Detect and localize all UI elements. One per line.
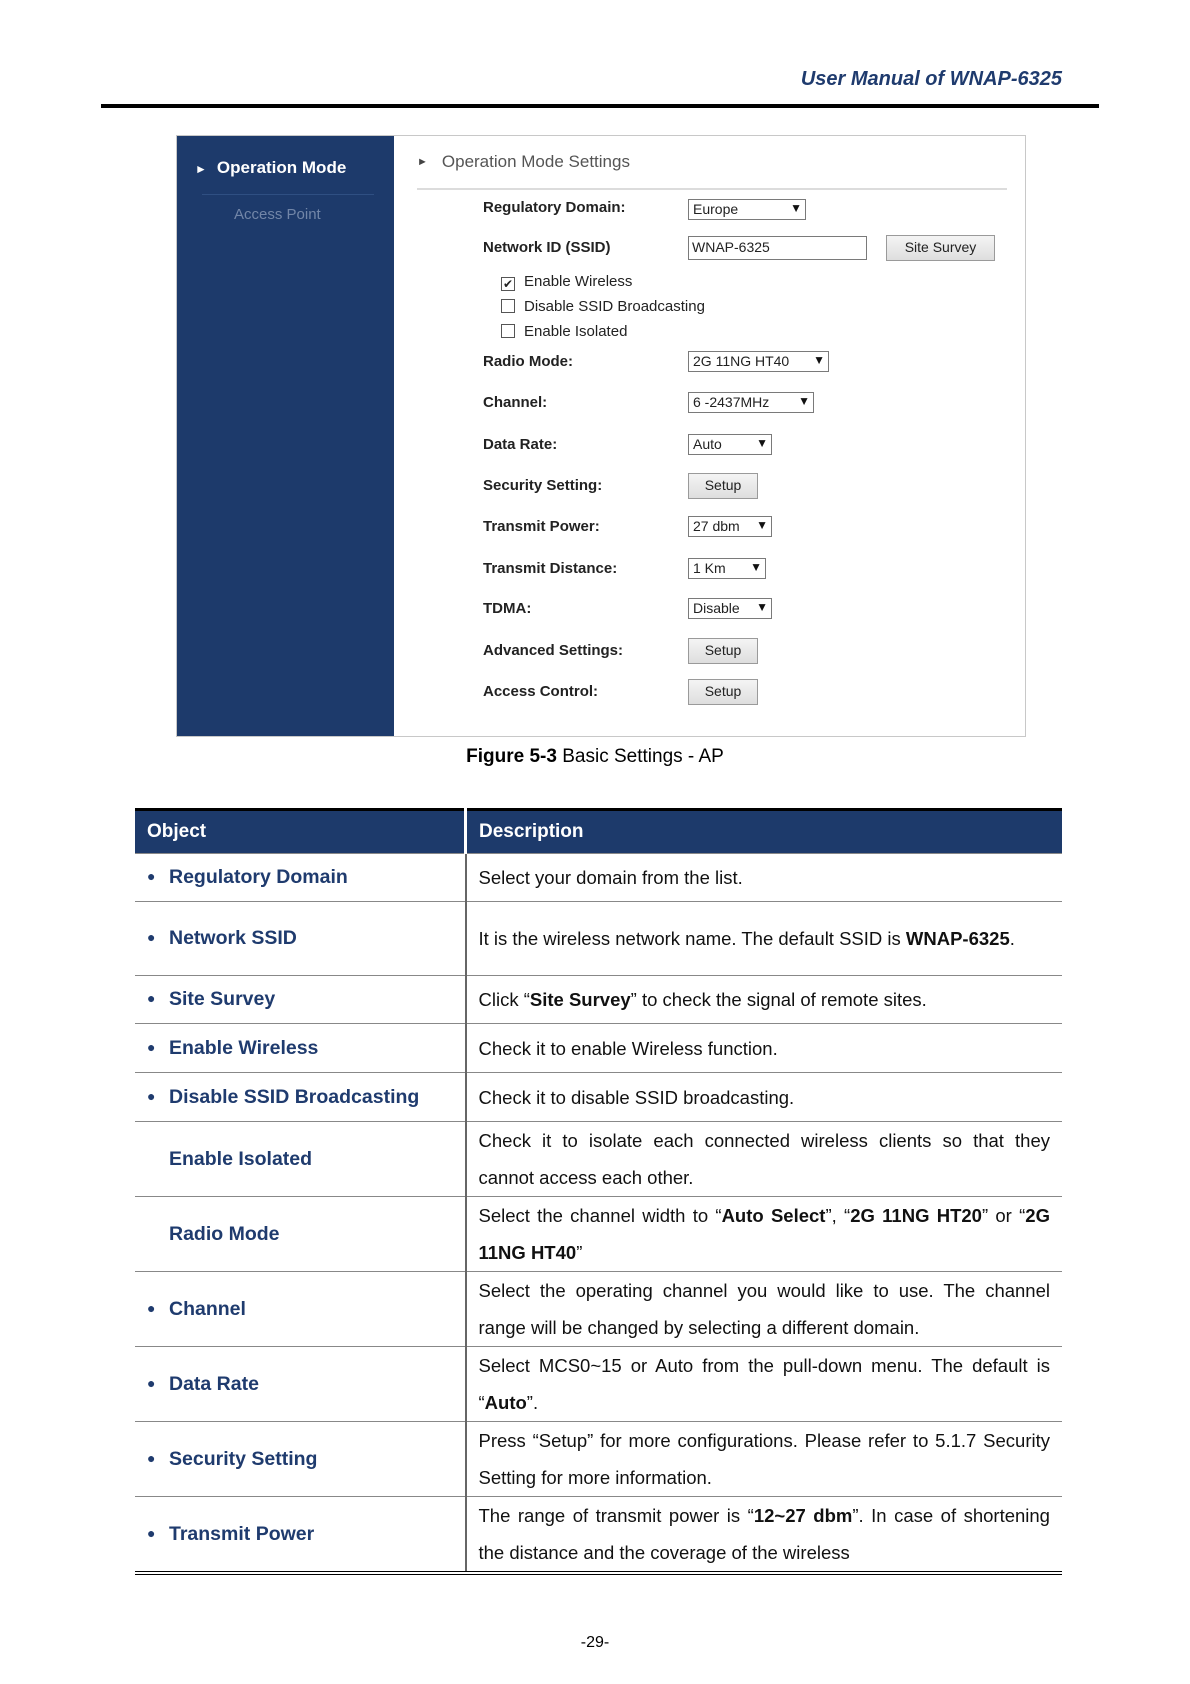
object-cell (135, 1073, 466, 1122)
checkmark-icon: ✔ (502, 277, 514, 291)
network-id-label: Network ID (SSID) (483, 239, 611, 256)
object-name: Security Setting (169, 1447, 318, 1470)
page-number: -29- (580, 1634, 610, 1651)
section-title-label: Operation Mode Settings (441, 152, 630, 171)
transmit-distance-select[interactable] (688, 558, 766, 579)
bullet-icon: ● (147, 1524, 156, 1541)
desc-bold: 12~27 dbm (753, 1505, 853, 1526)
caption-figure-number: Figure 5-3 (466, 746, 557, 767)
bullet-icon: ● (147, 1038, 156, 1055)
checkbox-empty-icon (501, 299, 515, 313)
data-rate-select[interactable] (688, 434, 772, 455)
transmit-distance-label: Transmit Distance: (483, 560, 618, 577)
object-name: Network SSID (169, 927, 297, 949)
object-name: Data Rate (169, 1372, 259, 1395)
table-row (135, 854, 1062, 902)
description-cell: Select your domain from the list. (466, 854, 1063, 902)
tdma-select[interactable] (688, 598, 772, 619)
settings-screenshot (176, 135, 1026, 737)
description-cell: Select the operating channel you would like to use. The channel range will be changed by selecting a different domain. (466, 1272, 1063, 1347)
regulatory-domain-select[interactable] (688, 199, 806, 220)
chevron-down-icon: ▼ (790, 201, 802, 215)
chevron-down-icon: ▼ (813, 353, 825, 367)
desc-bold: Auto Select (721, 1205, 826, 1226)
site-survey-button[interactable]: Site Survey (886, 235, 995, 261)
desc-text: ”. (526, 1392, 539, 1413)
desc-bold: 2G 11NG HT20 (850, 1205, 982, 1226)
description-cell: Check it to disable SSID broadcasting. (466, 1073, 1063, 1122)
description-cell (466, 902, 1063, 976)
enable-isolated-checkbox[interactable] (501, 323, 627, 340)
object-name: Transmit Power (169, 1522, 315, 1545)
arrow-right-icon: ► (195, 162, 207, 176)
chevron-down-icon: ▼ (756, 436, 768, 450)
enable-wireless-checkbox[interactable] (501, 273, 632, 291)
desc-text: The range of transmit power is “ (478, 1505, 754, 1526)
security-setup-button[interactable]: Setup (688, 473, 758, 499)
transmit-power-select[interactable] (688, 516, 772, 537)
object-name: Regulatory Domain (169, 866, 348, 888)
desc-text: ”. In case of shortening the distance and the coverage of the wireless (478, 1505, 1050, 1563)
channel-label: Channel: (483, 394, 548, 411)
disable-ssid-checkbox[interactable] (501, 298, 705, 315)
table-row (135, 902, 1062, 976)
bullet-icon: ● (147, 1087, 156, 1104)
arrow-right-icon: ► (417, 156, 428, 168)
table-row (135, 976, 1062, 1024)
bullet-icon: ● (147, 1299, 156, 1316)
bullet-icon: ● (147, 929, 156, 945)
object-description-table (135, 808, 1062, 1575)
object-name: Disable SSID Broadcasting (169, 1085, 420, 1108)
bullet-icon: ● (147, 990, 156, 1006)
access-control-label: Access Control: (483, 683, 599, 700)
bullet-icon: ● (147, 868, 156, 884)
ssid-input[interactable]: WNAP-6325 (688, 236, 867, 260)
table-row (135, 1422, 1062, 1497)
bullet-icon: ● (147, 1374, 156, 1391)
bullet-icon: ● (147, 1449, 156, 1466)
column-header-description: Description (466, 810, 1063, 854)
table-row (135, 1073, 1062, 1122)
select-value: Disable (693, 600, 740, 616)
caption-text: Basic Settings - AP (556, 746, 724, 767)
object-cell (135, 1024, 466, 1073)
access-control-setup-button[interactable]: Setup (688, 679, 758, 705)
radio-mode-label: Radio Mode: (483, 353, 573, 370)
data-rate-label: Data Rate: (483, 436, 558, 453)
object-cell (135, 1347, 466, 1422)
select-value: Europe (693, 201, 739, 217)
table-row (135, 1497, 1062, 1574)
desc-text: ” (576, 1242, 583, 1263)
object-name: Site Survey (169, 988, 276, 1010)
advanced-setup-button[interactable]: Setup (688, 638, 758, 664)
sidebar-item-operation-mode[interactable] (195, 158, 346, 178)
object-cell (135, 1497, 466, 1574)
object-cell (135, 1122, 466, 1197)
desc-text: ” to check the signal of remote sites. (630, 989, 927, 1010)
header-rule (101, 104, 1099, 108)
radio-mode-select[interactable] (688, 351, 829, 372)
desc-text: ”, “ (825, 1205, 851, 1226)
select-value: 6 -2437MHz (693, 394, 770, 410)
description-cell (466, 1497, 1063, 1574)
transmit-power-label: Transmit Power: (483, 518, 600, 535)
desc-text: It is the wireless network name. The default SSID is (478, 928, 906, 949)
description-cell (466, 1347, 1063, 1422)
table-header-row (135, 810, 1062, 854)
figure-caption (0, 746, 1190, 768)
desc-bold: WNAP-6325 (905, 928, 1010, 949)
select-value: Auto (693, 436, 722, 452)
sidebar-item-access-point[interactable]: Access Point (234, 206, 321, 223)
object-name: Enable Isolated (169, 1147, 313, 1170)
description-cell (466, 1197, 1063, 1272)
chevron-down-icon: ▼ (756, 600, 768, 614)
desc-text: ” or “ (981, 1205, 1026, 1226)
object-cell (135, 902, 466, 976)
desc-text: Select the channel width to “ (478, 1205, 722, 1226)
desc-text: Select MCS0~15 or Auto from the pull-down menu. The default is “ (478, 1355, 1050, 1413)
advanced-settings-label: Advanced Settings: (483, 642, 624, 659)
object-name: Enable Wireless (169, 1036, 319, 1059)
description-cell: Check it to isolate each connected wireless clients so that they cannot access each other. (466, 1122, 1063, 1197)
desc-bold: Site Survey (529, 989, 631, 1010)
desc-bold: Auto (484, 1392, 527, 1413)
document-header-title: User Manual of WNAP-6325 (800, 68, 1062, 90)
chevron-down-icon: ▼ (756, 518, 768, 532)
table-row (135, 1122, 1062, 1197)
regulatory-domain-label: Regulatory Domain: (483, 199, 626, 216)
sidebar-divider (202, 194, 374, 195)
table-row (135, 1024, 1062, 1073)
select-value: 2G 11NG HT40 (693, 353, 790, 369)
description-cell: Check it to enable Wireless function. (466, 1024, 1063, 1073)
checkbox-label: Enable Wireless (524, 273, 633, 290)
column-header-object: Object (135, 810, 466, 854)
object-cell (135, 1272, 466, 1347)
object-cell (135, 854, 466, 902)
tdma-label: TDMA: (483, 600, 532, 617)
table-row (135, 1272, 1062, 1347)
desc-text: . (1009, 928, 1015, 949)
table-row (135, 1197, 1062, 1272)
sidebar (177, 136, 394, 736)
table-row (135, 1347, 1062, 1422)
security-setting-label: Security Setting: (483, 477, 603, 494)
description-cell (466, 976, 1063, 1024)
desc-text: Click “ (478, 989, 530, 1010)
select-value: 1 Km (693, 560, 726, 576)
chevron-down-icon: ▼ (750, 560, 762, 574)
select-value: 27 dbm (693, 518, 740, 534)
object-name: Radio Mode (169, 1222, 280, 1245)
section-title (417, 150, 1007, 190)
object-name: Channel (169, 1297, 246, 1320)
checkbox-label: Enable Isolated (524, 323, 628, 340)
desc-bold: 2G 11NG HT40 (478, 1205, 1050, 1263)
description-cell: Press “Setup” for more configurations. Please refer to 5.1.7 Security Setting for more information. (466, 1422, 1063, 1497)
checkbox-empty-icon (501, 324, 515, 338)
object-cell (135, 976, 466, 1024)
checkbox-label: Disable SSID Broadcasting (524, 298, 705, 315)
object-cell (135, 1197, 466, 1272)
sidebar-title-label: Operation Mode (216, 158, 347, 177)
channel-select[interactable] (688, 392, 814, 413)
chevron-down-icon: ▼ (798, 394, 810, 408)
object-cell (135, 1422, 466, 1497)
